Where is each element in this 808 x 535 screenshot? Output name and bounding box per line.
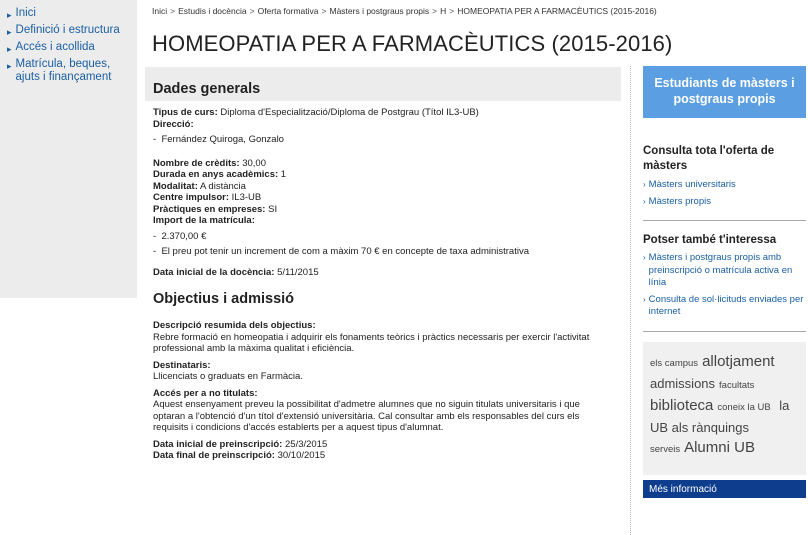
divider (643, 220, 806, 221)
breadcrumb-separator: > (321, 6, 327, 16)
nav-item-inici[interactable] (0, 7, 137, 22)
field-value: IL3-UB (231, 192, 262, 203)
breadcrumb-separator: > (432, 6, 438, 16)
link-preinscripcio[interactable] (643, 252, 806, 290)
field-label: Data final de preinscripció: (153, 450, 275, 461)
field-label: Data inicial de preinscripció: (153, 438, 283, 450)
breadcrumb-item[interactable]: H (440, 6, 447, 16)
link-label: Màsters propis (648, 195, 711, 207)
breadcrumb-item[interactable]: Oferta formativa (257, 6, 319, 16)
tag-link[interactable]: serveis (650, 443, 681, 455)
tag-link[interactable]: facultats (719, 379, 755, 391)
nav-item-label: Matrícula, beques, ajuts i finançament (15, 58, 112, 83)
left-nav (0, 0, 137, 298)
field-value: 30,00 (242, 157, 266, 169)
more-info-button[interactable]: Més informació (643, 480, 806, 498)
arrow-right-icon: ▸ (7, 10, 12, 20)
field-value: Fernández Quiroga, Gonzalo (161, 134, 284, 145)
arrow-right-icon: › (643, 196, 646, 206)
interessa-block (643, 233, 806, 319)
field-label: Modalitat: (153, 180, 198, 192)
dotted-divider (630, 66, 631, 535)
field-value: Llicenciats o graduats en Farmàcia. (153, 371, 303, 382)
tag-link[interactable]: allotjament (702, 352, 775, 370)
breadcrumb-separator: > (249, 6, 255, 16)
arrow-right-icon: ▸ (7, 27, 12, 37)
link-solicituds[interactable] (643, 294, 806, 319)
field-label: Destinataris: (153, 359, 211, 371)
arrow-right-icon: › (643, 180, 646, 189)
field-value: 2.370,00 € (161, 230, 207, 242)
section-heading-general: Dades generals (145, 67, 621, 101)
field-label: Pràctiques en empreses: (153, 203, 266, 215)
nav-item-matricula[interactable] (0, 58, 137, 84)
main-content (145, 67, 621, 535)
field-value: Diploma d'Especialització/Diploma de Postgrau (Títol IL3-UB) (220, 107, 479, 118)
nav-item-label: Inici (15, 7, 36, 19)
tag-cloud (643, 342, 806, 475)
tag-link[interactable]: Alumni UB (684, 438, 755, 456)
nav-item-label: Definició i estructura (15, 24, 120, 36)
promo-banner[interactable]: Estudiants de màsters i postgraus propis (643, 66, 806, 118)
tag-link[interactable]: admissions (650, 375, 716, 391)
link-label: Màsters universitaris (648, 179, 736, 190)
field-label: Tipus de curs: (153, 107, 218, 118)
field-value: Rebre formació en homeopatia i adquirir els fonaments teòrics i pràctics necessaris per exercir l'activitat professional amb la màxima qualitat i eficiència. (153, 331, 590, 354)
field-value: 1 (280, 169, 287, 180)
consulta-block (643, 144, 806, 208)
field-label: Descripció resumida dels objectius: (153, 320, 316, 331)
breadcrumb-separator: > (449, 6, 455, 16)
divider (643, 331, 806, 332)
field-value: SI (268, 203, 278, 215)
field-label: Nombre de crèdits: (153, 157, 240, 169)
arrow-right-icon: › (643, 253, 646, 262)
field-label: Centre impulsor: (153, 192, 230, 203)
field-label: Accés per a no titulats: (153, 387, 258, 399)
interessa-title: Potser també t'interessa (643, 234, 777, 246)
nav-item-label: Accés i acollida (15, 41, 95, 53)
link-masters-universitaris[interactable] (643, 179, 806, 192)
field-label: Import de la matrícula: (153, 215, 255, 226)
tag-link[interactable]: coneix la UB (717, 401, 771, 413)
link-masters-propis[interactable] (643, 196, 806, 209)
consulta-title: Consulta tota l'oferta de màsters (643, 145, 775, 172)
breadcrumb-item[interactable]: Estudis i docència (178, 6, 247, 16)
arrow-right-icon: ▸ (7, 44, 12, 54)
field-label: Data inicial de la docència: (153, 266, 275, 278)
objectius-data (145, 310, 621, 462)
breadcrumb (152, 6, 657, 16)
tag-link[interactable]: la UB als rànquings (650, 397, 790, 435)
field-value: 5/11/2015 (277, 266, 319, 278)
breadcrumb-current: HOMEOPATIA PER A FARMACÈUTICS (2015-2016) (457, 6, 657, 16)
field-value: 30/10/2015 (277, 450, 326, 461)
arrow-right-icon: ▸ (7, 61, 12, 71)
general-data: Tipus de curs: Diploma d'Especialització/Diploma de Postgrau (Títol IL3-UB) Direcció: - Fernández Quiroga, Gonzalo Nombre de crèdits: 30,00 Durada en anys acadèmics: 1 Modalitat: A distància Centre impulsor: IL3-UB Pràctiques en empreses: SI Import de la matrícula: - 2.370,00 € - El preu pot tenir un increment de com a màxim 70 € en concepte de taxa administrativa Data inicial de la docència: 5/11/2015 (153, 107, 529, 278)
right-sidebar (643, 66, 806, 498)
nav-item-definicio[interactable] (0, 24, 137, 39)
field-value: A distància (199, 180, 246, 192)
field-value: Aquest ensenyament preveu la possibilitat d'admetre alumnes que no siguin titulats universitaris i que optaran a l'obtenció d'un títol d'extensió universitària. Cal consultar amb els responsables del curs els requisits i condicions d'accés establerts per a aquest tipus d'alumnat. (153, 399, 580, 433)
field-value: 25/3/2015 (285, 438, 328, 450)
tag-link[interactable]: els campus (650, 357, 699, 369)
nav-item-acces[interactable] (0, 41, 137, 56)
field-label: Durada en anys acadèmics: (153, 169, 279, 180)
section-heading-objectius: Objectius i admissió (153, 291, 295, 307)
link-label: Màsters i postgraus propis amb preinscripció o matrícula activa en línia (648, 252, 793, 288)
arrow-right-icon: › (643, 294, 646, 304)
tag-link[interactable]: biblioteca (650, 396, 714, 414)
field-value: El preu pot tenir un increment de com a màxim 70 € en concepte de taxa administrativa (161, 246, 529, 257)
breadcrumb-separator: > (170, 6, 176, 16)
link-label: Consulta de sol·licituds enviades per internet (648, 293, 804, 317)
breadcrumb-item[interactable]: Inici (152, 6, 168, 16)
field-label: Direcció: (153, 118, 194, 130)
breadcrumb-item[interactable]: Màsters i postgraus propis (329, 6, 430, 16)
page-title: HOMEOPATIA PER A FARMACÈUTICS (2015-2016) (152, 31, 673, 56)
